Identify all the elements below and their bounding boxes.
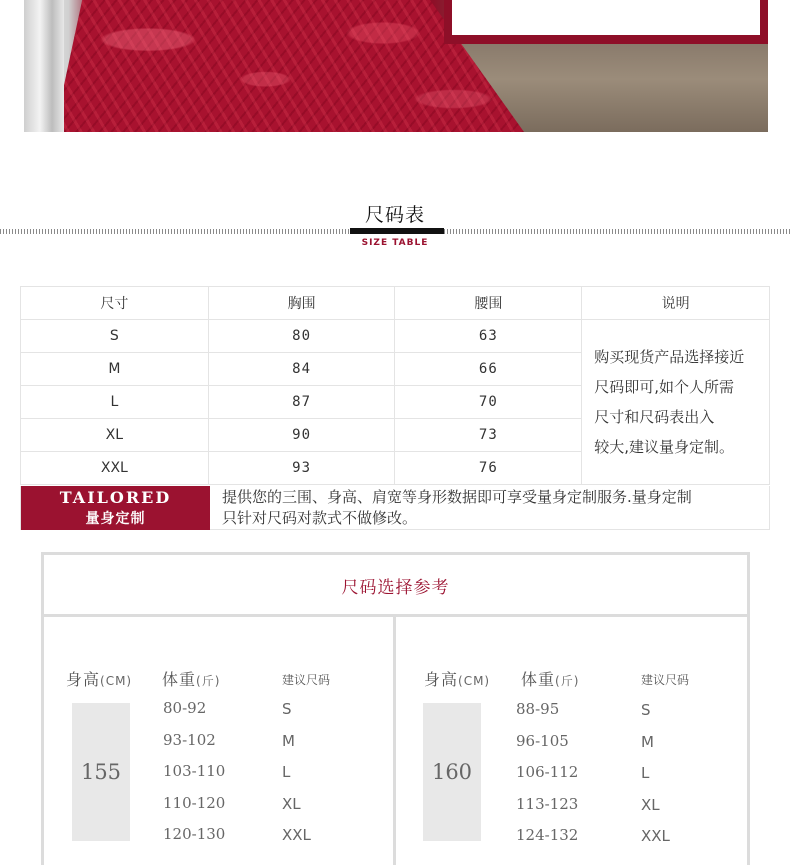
height-value: 160 bbox=[423, 703, 481, 841]
header-bust: 胸围 bbox=[208, 287, 395, 320]
cell-size: S bbox=[21, 320, 209, 353]
suggested-size: XL bbox=[282, 795, 301, 813]
weight-range: 80-92 bbox=[163, 699, 207, 717]
cell-size: M bbox=[21, 353, 209, 386]
section-title: 尺码表 bbox=[364, 204, 425, 226]
suggested-size: XXL bbox=[282, 826, 311, 844]
note-line: 尺码即可,如个人所需 bbox=[594, 378, 734, 396]
cell-bust: 80 bbox=[208, 320, 395, 353]
tailored-description bbox=[222, 487, 762, 529]
white-chair bbox=[24, 0, 64, 132]
suggested-size: L bbox=[641, 764, 650, 782]
photo-frame-panel bbox=[452, 0, 760, 35]
product-photo bbox=[24, 0, 768, 132]
reference-title: 尺码选择参考 bbox=[44, 555, 747, 617]
note-line: 较大,建议量身定制。 bbox=[594, 438, 734, 456]
weight-range: 124-132 bbox=[516, 826, 579, 844]
height-label bbox=[66, 667, 132, 690]
note-line: 购买现货产品选择接近 bbox=[594, 348, 745, 366]
suggested-size: XXL bbox=[641, 827, 670, 845]
suggested-size: M bbox=[282, 732, 295, 750]
cell-waist: 63 bbox=[395, 320, 582, 353]
table-row bbox=[21, 320, 770, 353]
cell-bust: 87 bbox=[208, 386, 395, 419]
weight-label bbox=[162, 667, 220, 690]
cell-waist: 76 bbox=[395, 452, 582, 485]
suggested-size: S bbox=[282, 700, 292, 718]
cell-waist: 73 bbox=[395, 419, 582, 452]
height-label-text: 身高 bbox=[424, 670, 459, 689]
section-subtitle: SIZE TABLE bbox=[361, 238, 429, 248]
cell-bust: 84 bbox=[208, 353, 395, 386]
weight-unit: (斤) bbox=[555, 674, 580, 688]
weight-range: 93-102 bbox=[163, 731, 216, 749]
cell-bust: 90 bbox=[208, 419, 395, 452]
weight-range: 110-120 bbox=[163, 794, 226, 812]
title-underline bbox=[350, 228, 444, 234]
weight-unit: (斤) bbox=[196, 674, 221, 688]
cell-size: XL bbox=[21, 419, 209, 452]
weight-range: 113-123 bbox=[516, 795, 579, 813]
weight-range: 120-130 bbox=[163, 825, 226, 843]
cell-bust: 93 bbox=[208, 452, 395, 485]
size-label: 建议尺码 bbox=[641, 673, 690, 687]
size-reference bbox=[41, 552, 750, 865]
suggested-size: S bbox=[641, 701, 651, 719]
header-waist: 腰围 bbox=[395, 287, 582, 320]
size-label: 建议尺码 bbox=[282, 673, 331, 687]
table-header-row bbox=[21, 287, 770, 320]
cell-waist: 66 bbox=[395, 353, 582, 386]
suggested-size: L bbox=[282, 763, 291, 781]
height-unit: (CM) bbox=[458, 674, 491, 688]
weight-label bbox=[521, 667, 579, 690]
tailored-desc-line: 只针对尺码对款式不做修改。 bbox=[222, 509, 418, 527]
size-table bbox=[20, 286, 770, 485]
reference-panel-160 bbox=[396, 617, 745, 865]
height-value: 155 bbox=[72, 703, 130, 841]
weight-range: 106-112 bbox=[516, 763, 579, 781]
cell-size: XXL bbox=[21, 452, 209, 485]
weight-label-text: 体重 bbox=[162, 670, 197, 689]
weight-range: 96-105 bbox=[516, 732, 569, 750]
reference-panel-155 bbox=[44, 617, 393, 865]
note-cell bbox=[582, 320, 770, 485]
height-label bbox=[424, 667, 490, 690]
tailored-badge bbox=[21, 486, 210, 530]
tailored-badge-zh: 量身定制 bbox=[85, 511, 146, 527]
note-line: 尺寸和尺码表出入 bbox=[594, 408, 715, 426]
suggested-size: XL bbox=[641, 796, 660, 814]
tailored-desc-line: 提供您的三围、身高、肩宽等身形数据即可享受量身定制服务.量身定制 bbox=[222, 488, 692, 506]
cell-size: L bbox=[21, 386, 209, 419]
height-unit: (CM) bbox=[100, 674, 133, 688]
weight-range: 88-95 bbox=[516, 700, 560, 718]
tailored-badge-en: TAILORED bbox=[59, 488, 172, 507]
header-size: 尺寸 bbox=[21, 287, 209, 320]
cell-waist: 70 bbox=[395, 386, 582, 419]
header-note: 说明 bbox=[582, 287, 770, 320]
height-label-text: 身高 bbox=[66, 670, 101, 689]
weight-label-text: 体重 bbox=[521, 670, 556, 689]
tailored-row bbox=[20, 486, 770, 530]
weight-range: 103-110 bbox=[163, 762, 226, 780]
suggested-size: M bbox=[641, 733, 654, 751]
